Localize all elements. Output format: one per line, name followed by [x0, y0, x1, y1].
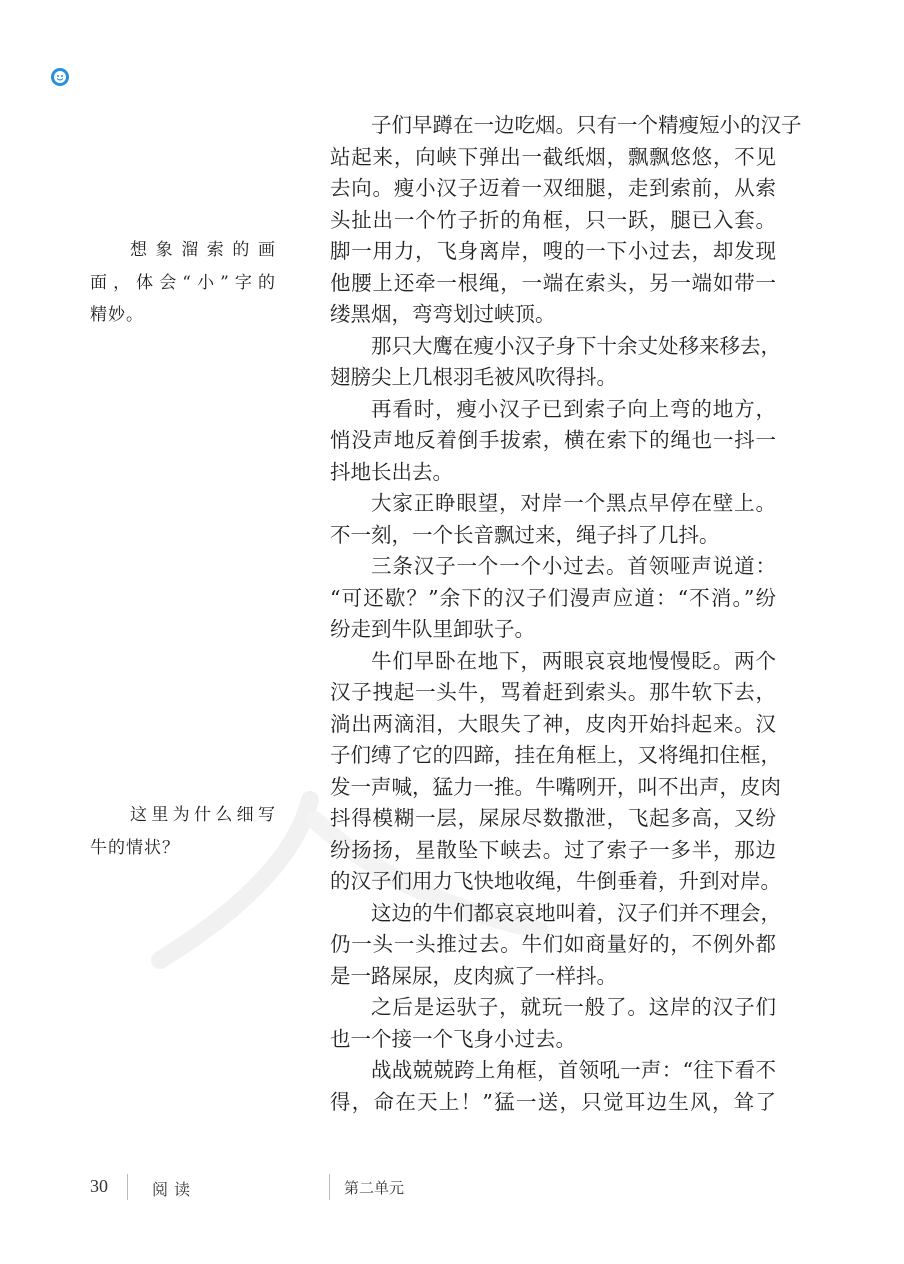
- text-line: 他腰上还牵一根绳，一端在索头，另一端如带一: [330, 270, 776, 295]
- text-line: 大家正睁眼望，对岸一个黑点早停在壁上。: [371, 491, 776, 515]
- text-line: 头扯出一个竹子折的角框，只一跃，腿已入套。: [330, 207, 776, 232]
- text-line: 不一刻，一个长音飘过来，绳子抖了几抖。: [330, 522, 720, 547]
- text-line: 缕黑烟，弯弯划过峡顶。: [330, 302, 556, 326]
- text-line: 牛的情状？: [90, 837, 180, 858]
- margin-note-1: [90, 234, 276, 332]
- text-line: 去向。瘦小汉子迈着一双细腿，走到索前，从索: [330, 176, 776, 200]
- text-line: 抖地长出去。: [330, 459, 453, 484]
- text-line: 再看时，瘦小汉子已到索子向上弯的地方，: [371, 396, 776, 421]
- text-line: 子们缚了它的四蹄，挂在角框上，又将绳扣住框，: [330, 743, 781, 767]
- text-line: 这边的牛们都哀哀地叫着，汉子们并不理会，: [371, 900, 781, 925]
- text-line: 站起来，向峡下弹出一截纸烟，飘飘悠悠，不见: [330, 144, 776, 169]
- text-line: 脚一用力，飞身离岸，嗖的一下小过去，却发现: [330, 239, 776, 263]
- text-line: 翅膀尖上几根羽毛被风吹得抖。: [330, 365, 617, 389]
- text-line: 那只大鹰在瘦小汉子身下十余丈处移来移去，: [371, 333, 781, 358]
- main-text: [330, 110, 802, 1118]
- text-line: 想象溜索的画: [130, 240, 276, 260]
- text-line: 淌出两滴泪，大眼失了神，皮肉开始抖起来。汉: [330, 711, 776, 736]
- page-footer: [0, 1176, 904, 1200]
- text-line: 这里为什么细写: [130, 805, 276, 825]
- text-line: 三条汉子一个一个小过去。首领哑声说道：: [371, 554, 776, 578]
- text-line: 悄没声地反着倒手拔索，横在索下的绳也一抖一: [330, 428, 776, 452]
- text-line: 也一个接一个飞身小过去。: [330, 1026, 576, 1051]
- text-line: 牛们早卧在地下，两眼哀哀地慢慢眨。两个: [371, 648, 776, 673]
- text-line: 之后是运驮子，就玩一般了。这岸的汉子们: [371, 995, 776, 1019]
- text-line: 子们早蹲在一边吃烟。只有一个精瘦短小的汉子: [371, 113, 802, 137]
- smiley-icon: [51, 68, 69, 86]
- unit-label: 第二单元: [344, 1179, 405, 1197]
- text-line: 纷走到牛队里卸驮子。: [330, 617, 535, 641]
- text-line: 仍一头一头推过去。牛们如商量好的，不例外都: [330, 932, 776, 956]
- text-line: 抖得模糊一层，屎尿尽数撒泄，飞起多高，又纷: [330, 806, 776, 830]
- text-line: “可还歇？”余下的汉子们漫声应道：“不消。”纷: [330, 585, 776, 610]
- text-line: 汉子拽起一头牛，骂着赶到索头。那牛软下去，: [330, 680, 776, 704]
- section-label: 阅读: [152, 1180, 197, 1199]
- text-line: 面，体会“小”字的: [90, 272, 276, 293]
- text-line: 是一路屎尿，皮肉疯了一样抖。: [330, 963, 617, 988]
- divider: [329, 1174, 330, 1200]
- text-line: 发一声喊，猛力一推。牛嘴咧开，叫不出声，皮肉: [330, 774, 781, 799]
- page-number: 30: [90, 1176, 108, 1196]
- text-line: 精妙。: [90, 305, 144, 325]
- margin-note-2: [90, 799, 276, 864]
- text-line: 的汉子们用力飞快地收绳，牛倒垂着，升到对岸。: [330, 869, 781, 893]
- text-line: 纷扬扬，星散坠下峡去。过了索子一多半，那边: [330, 837, 776, 862]
- divider: [127, 1174, 128, 1200]
- text-line: 战战兢兢跨上角框，首领吼一声：“往下看不: [371, 1058, 776, 1082]
- text-line: 得，命在天上！”猛一送，只觉耳边生风，耸了: [330, 1089, 776, 1114]
